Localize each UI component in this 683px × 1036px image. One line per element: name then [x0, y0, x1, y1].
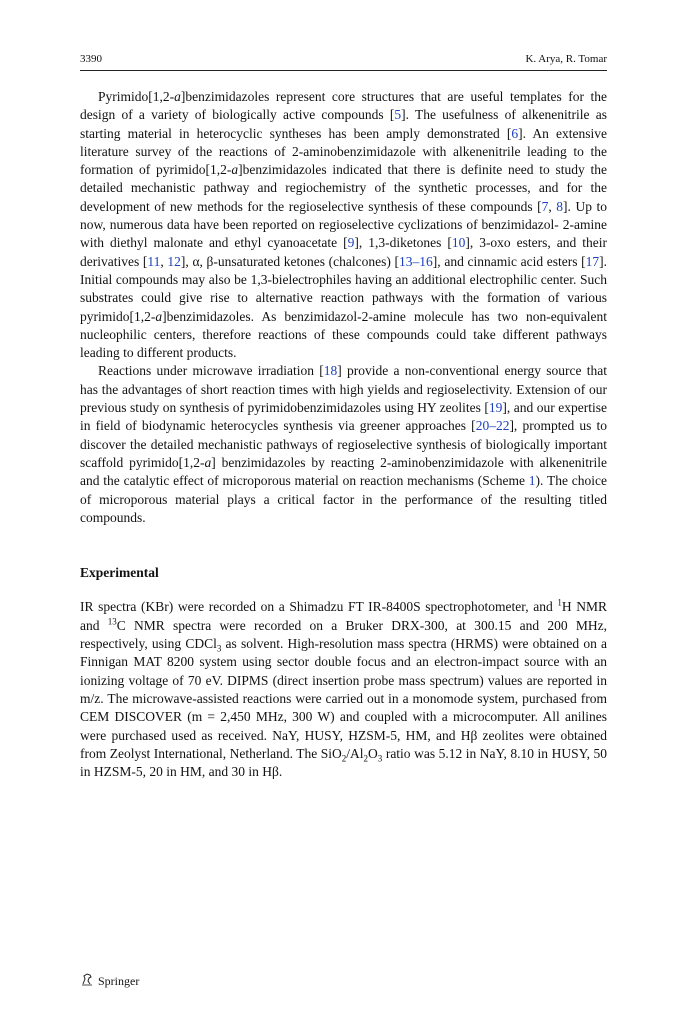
citation-link[interactable]: 9 — [347, 235, 355, 251]
paragraph-intro: Pyrimido[1,2-a]benzimidazoles represent core structures that are useful templates for the design of a variety of biologically active compounds [5]. The usefulness of alkenenitrile as starting material in heterocyclic syntheses has been amply demonstrated [6]. An extensive literature survey of the reactions of 2-aminobenzimidazole with alkenenitrile leading to the formation of pyrimido[1,2-a]benzimidazoles indicated that there is definite need to study the detailed mechanistic pathway and regiochemistry of the synthetic processes, and for the development of new methods for the regioselective synthesis of these compounds [7, 8]. Up to now, numerous data have been reported on regioselective cyclizations of benzimidazol- 2-amine with diethyl malonate and ethyl cyanoacetate [9], 1,3-diketones [10], 3-oxo esters, and their derivatives [11, 12], α, β-unsaturated ketones (chalcones) [13–16], and cinnamic acid esters [17]. Initial compounds may also be 1,3-bielectrophiles having an additional electrophilic center. Such substrates could give rise to alternative reaction pathways with the formation of various pyrimido[1,2-a]benzimidazoles. As benzimidazol-2-amine molecule has two non-equivalent nucleophilic centers, therefore reactions of these compounds could take different pathways leading to different products. — [80, 89, 608, 361]
citation-link[interactable]: 6 — [511, 125, 519, 141]
paragraph-experimental: IR spectra (KBr) were recorded on a Shimadzu FT IR-8400S spectrophotometer, and $^1$H NMR and $^{13}$C NMR spectra were recorded on a Bruker DRX-300, at 300.15 and 200 MHz, respectively, using CDCl$_3$ as solvent. High-resolution mass spectra (HRMS) were obtained on a Finnigan MAT 8200 system using sector double focus and an electron-impact source with an ionizing voltage of 70 eV. DIPMS (direct insertion probe mass spectrum) values are reported in m/z. The microwave-assisted reactions were carried out in a monomode system, purchased from CEM DISCOVER (m = 2,450 MHz, 300 W) and coupled with a microcomputer. All anilines were purchased used as received. NaY, HUSY, HZSM-5, HM, and Hβ zeolites were obtained from Zeolyst International, Netherland. The $SiO_2/Al_2O_3$ ratio was 5.12 in NaY, 8.10 in HUSY, 50 in HZSM-5, 20 in HM, and 30 in Hβ. — [80, 597, 608, 780]
citation-link[interactable]: 8 — [556, 198, 564, 214]
page-number: 3390 — [80, 53, 102, 65]
section-heading-experimental: Experimental — [80, 565, 159, 581]
publisher-name: Springer — [98, 973, 140, 988]
citation-link[interactable]: 13–16 — [399, 253, 433, 269]
citation-link[interactable]: 5 — [394, 107, 402, 123]
running-authors: K. Arya, R. Tomar — [525, 53, 607, 65]
citation-link[interactable]: 10 — [451, 235, 466, 251]
citation-link[interactable]: 20–22 — [475, 418, 510, 434]
springer-horse-icon — [80, 972, 94, 990]
citation-link[interactable]: 7 — [541, 198, 549, 214]
page-footer — [80, 972, 139, 990]
running-header — [80, 52, 607, 71]
citation-link[interactable]: 19 — [488, 400, 503, 416]
citation-link[interactable]: 17 — [585, 253, 600, 269]
citation-link[interactable]: 11 — [147, 253, 161, 269]
paragraph-microwave: Reactions under microwave irradiation [18] provide a non-conventional energy source that has the advantages of short reaction times with high yields and regioselectivity. Extension of our previous study on synthesis of pyrimidobenzimidazoles using HY zeolites [19], and our expertise in field of biodynamic heterocycles synthesis via greener approaches [20–22], prompted us to discover the detailed mechanistic pathways of regioselective synthesis of biologically important scaffold pyrimido[1,2-a] benzimidazoles by reacting 2-aminobenzimidazole with alkenenitrile and the catalytic effect of microporous material on reaction mechanisms (Scheme 1). The choice of microporous material plays a critical factor in the performance of the resulting titled compounds. — [80, 363, 608, 525]
scheme-link[interactable]: 1 — [528, 473, 536, 489]
article-body — [80, 88, 607, 781]
citation-link[interactable]: 12 — [167, 253, 181, 269]
citation-link[interactable]: 18 — [323, 363, 338, 379]
